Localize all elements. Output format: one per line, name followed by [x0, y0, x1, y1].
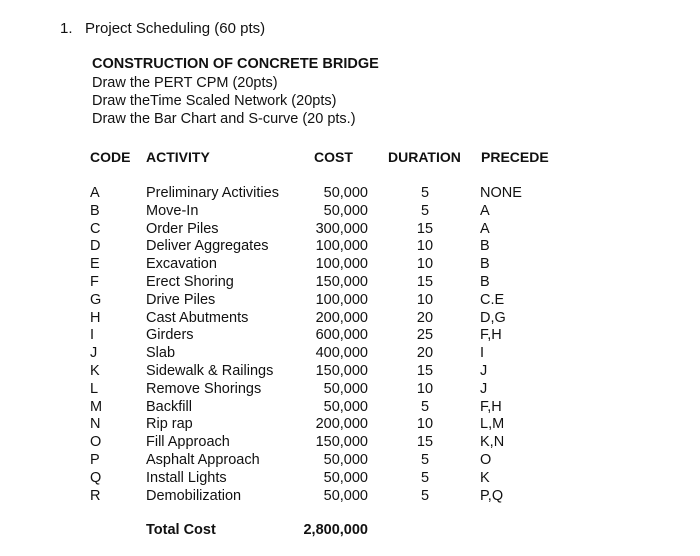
cell-activity: Slab [146, 345, 176, 362]
cell-code: F [90, 273, 99, 290]
table-row [0, 203, 700, 221]
question-title [60, 20, 265, 37]
cell-cost: 150,000 [315, 273, 368, 290]
cell-duration: 5 [420, 451, 430, 468]
cell-code: B [90, 202, 100, 219]
cell-duration: 5 [420, 185, 430, 201]
cell-precede: L,M [480, 416, 505, 433]
cell-cost: 100,000 [315, 291, 368, 308]
cell-cost: 400,000 [315, 345, 368, 362]
cell-cost: 200,000 [315, 416, 368, 433]
cell-duration: 15 [416, 273, 434, 290]
cell-activity: Move-In [146, 202, 199, 219]
cell-activity: Backfill [146, 398, 192, 415]
cell-duration: 10 [416, 380, 434, 397]
header-precede: PRECEDE [481, 149, 549, 165]
cell-code: L [90, 380, 99, 397]
cell-cost: 50,000 [323, 487, 368, 504]
cell-duration: 25 [416, 327, 434, 344]
cell-activity: Excavation [146, 256, 217, 273]
cell-code: M [90, 398, 103, 415]
cell-duration: 10 [416, 256, 434, 273]
cell-precede: B [480, 273, 490, 290]
cell-duration: 15 [416, 434, 434, 451]
cell-duration: 5 [420, 398, 430, 415]
cell-code: O [90, 434, 102, 451]
cell-code: R [90, 487, 101, 504]
table-row [0, 416, 700, 434]
cell-precede: O [480, 451, 492, 468]
cell-cost: 50,000 [323, 451, 368, 468]
table-row [0, 381, 700, 399]
cell-code: G [90, 291, 102, 308]
table-row [0, 238, 700, 256]
cell-precede: B [480, 256, 490, 273]
total-cost-label: Total Cost [146, 522, 216, 538]
header-duration: DURATION [388, 149, 461, 165]
cell-cost: 300,000 [315, 220, 368, 237]
header-cost: COST [314, 149, 353, 165]
cell-code: P [90, 451, 100, 468]
cell-duration: 20 [416, 309, 434, 326]
cell-code: E [90, 256, 100, 273]
cell-cost: 50,000 [323, 398, 368, 415]
cell-precede: F,H [480, 327, 502, 344]
cell-code: I [90, 327, 95, 344]
cell-cost: 200,000 [315, 309, 368, 326]
cell-activity: Girders [146, 327, 194, 344]
cell-cost: 50,000 [323, 202, 368, 219]
cell-activity: Deliver Aggregates [146, 238, 269, 255]
cell-activity: Preliminary Activities [146, 185, 279, 201]
cell-code: J [90, 345, 98, 362]
cell-cost: 50,000 [323, 469, 368, 486]
cell-activity: Demobilization [146, 487, 242, 504]
total-cost-value: 2,800,000 [303, 522, 368, 538]
cell-cost: 50,000 [323, 380, 368, 397]
table-row [0, 470, 700, 488]
cell-code: C [90, 220, 101, 237]
cell-activity: Order Piles [146, 220, 219, 237]
cell-activity: Asphalt Approach [146, 451, 260, 468]
table-row [0, 363, 700, 381]
cell-duration: 5 [420, 202, 430, 219]
task-pert-cpm: Draw the PERT CPM (20pts) [92, 75, 278, 91]
cell-activity: Drive Piles [146, 291, 216, 308]
cell-cost: 50,000 [323, 185, 368, 201]
table-row [0, 310, 700, 328]
cell-activity: Cast Abutments [146, 309, 249, 326]
task-time-scaled-network: Draw theTime Scaled Network (20pts) [92, 93, 337, 109]
cell-precede: F,H [480, 398, 502, 415]
table-row [0, 292, 700, 310]
table-row [0, 221, 700, 239]
cell-activity: Remove Shorings [146, 380, 262, 397]
table-row [0, 327, 700, 345]
cell-code: N [90, 416, 101, 433]
cell-activity: Rip rap [146, 416, 193, 433]
cell-precede: NONE [480, 185, 522, 201]
cell-precede: K [480, 469, 490, 486]
cell-cost: 150,000 [315, 362, 368, 379]
cell-code: Q [90, 469, 102, 486]
project-heading: CONSTRUCTION OF CONCRETE BRIDGE [92, 56, 379, 72]
table-row [0, 256, 700, 274]
cell-precede: B [480, 238, 490, 255]
cell-duration: 15 [416, 220, 434, 237]
task-bar-chart: Draw the Bar Chart and S-curve (20 pts.) [92, 111, 356, 127]
activity-table [0, 185, 700, 505]
cell-cost: 100,000 [315, 238, 368, 255]
table-row [0, 434, 700, 452]
question-number: 1. [60, 20, 73, 37]
cell-duration: 5 [420, 469, 430, 486]
cell-duration: 15 [416, 362, 434, 379]
cell-precede: A [480, 220, 490, 237]
table-row [0, 399, 700, 417]
cell-duration: 10 [416, 238, 434, 255]
cell-activity: Install Lights [146, 469, 227, 486]
table-row [0, 345, 700, 363]
cell-precede: A [480, 202, 490, 219]
cell-cost: 150,000 [315, 434, 368, 451]
cell-precede: D,G [480, 309, 506, 326]
cell-duration: 20 [416, 345, 434, 362]
cell-duration: 10 [416, 291, 434, 308]
cell-precede: P,Q [480, 487, 504, 504]
cell-activity: Fill Approach [146, 434, 230, 451]
cell-precede: J [480, 362, 488, 379]
table-row [0, 488, 700, 506]
table-row [0, 452, 700, 470]
cell-code: H [90, 309, 101, 326]
cell-code: D [90, 238, 101, 255]
question-title-text: Project Scheduling (60 pts) [85, 20, 266, 37]
cell-code: K [90, 362, 100, 379]
cell-cost: 100,000 [315, 256, 368, 273]
cell-precede: C.E [480, 291, 505, 308]
cell-duration: 5 [420, 487, 430, 504]
cell-precede: K,N [480, 434, 505, 451]
cell-code: A [90, 185, 100, 201]
cell-activity: Erect Shoring [146, 273, 234, 290]
cell-precede: J [480, 380, 488, 397]
header-code: CODE [90, 149, 131, 165]
cell-activity: Sidewalk & Railings [146, 362, 274, 379]
cell-duration: 10 [416, 416, 434, 433]
cell-precede: I [480, 345, 485, 362]
table-row [0, 274, 700, 292]
cell-cost: 600,000 [315, 327, 368, 344]
table-row [0, 185, 700, 203]
header-activity: ACTIVITY [146, 149, 210, 165]
